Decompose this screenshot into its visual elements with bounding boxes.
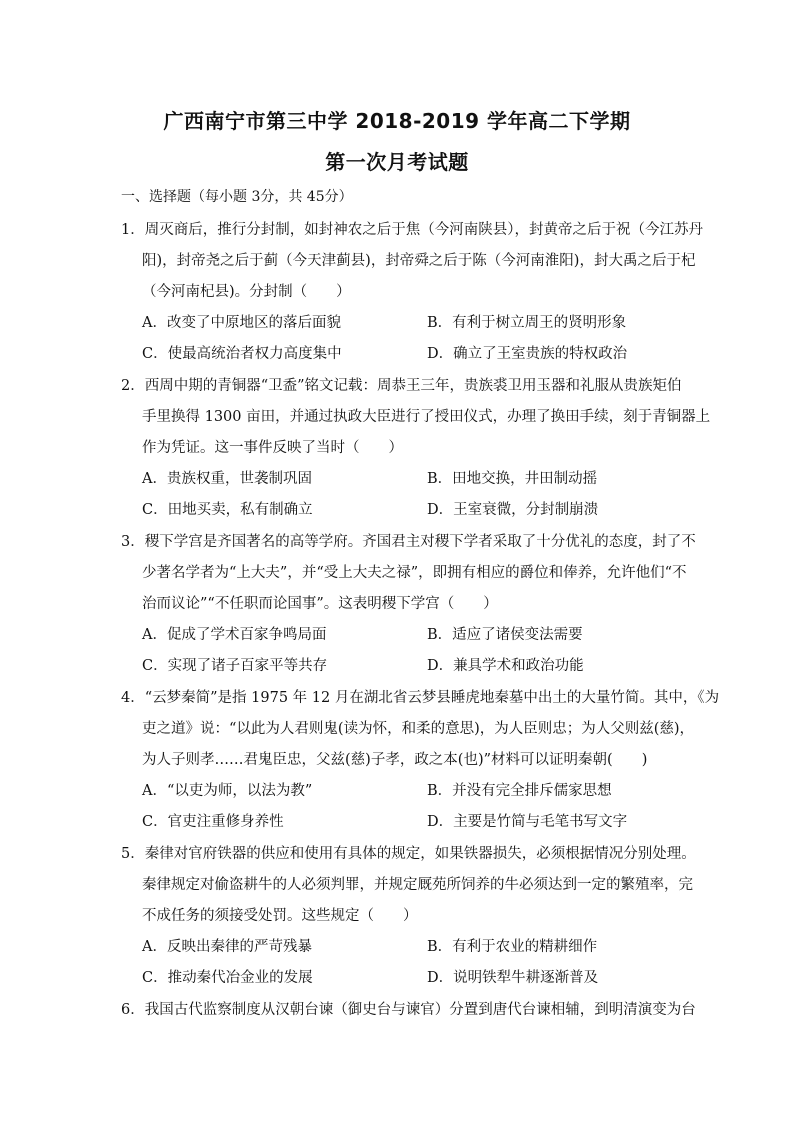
option-row <box>121 776 691 807</box>
option-a: A．改变了中原地区的落后面貌 <box>142 315 341 331</box>
question-text-line: 不成任务的须接受处罚。这些规定（ ） <box>142 908 418 924</box>
question-text-line: 阳)，封帝尧之后于蓟（今天津蓟县)，封帝舜之后于陈（今河南淮阳)，封大禹之后于杞 <box>142 253 696 269</box>
question-5 <box>121 839 696 994</box>
option-row <box>121 495 691 526</box>
option-d: D．王室衰微，分封制崩溃 <box>427 502 599 518</box>
question-text-line: （今河南杞县)。分封制（ ） <box>142 284 351 300</box>
option-row <box>121 308 691 339</box>
option-row <box>121 339 691 370</box>
option-a: A．反映出秦律的严苛残暴 <box>142 939 312 955</box>
question-1 <box>121 215 703 370</box>
option-c: C．推动秦代冶金业的发展 <box>142 970 313 986</box>
question-text-line: 为人子则孝……君鬼臣忠，父兹(慈)子孝，政之本(也)”材料可以证明秦朝( ) <box>142 752 648 768</box>
question-text-line: 4．“云梦秦简”是指 1975 年 12 月在湖北省云梦县睡虎地秦墓中出土的大量竹简。其中，《为 <box>121 690 720 706</box>
question-4 <box>121 683 720 838</box>
question-3 <box>121 527 696 682</box>
option-row <box>121 807 691 838</box>
option-b: B．田地交换，井田制动摇 <box>427 471 598 487</box>
question-text-line: 作为凭证。这一事件反映了当时（ ） <box>142 440 403 456</box>
question-text-line: 秦律规定对偷盗耕牛的人必须判罪，并规定厩苑所饲养的牛必须达到一定的繁殖率，完 <box>142 877 693 893</box>
option-row <box>121 464 691 495</box>
option-row <box>121 620 691 651</box>
option-c: C．实现了诸子百家平等共存 <box>142 658 328 674</box>
option-row <box>121 651 691 682</box>
question-text-line: 2．西周中期的青铜器“卫盉”铭文记载：周恭王三年，贵族裘卫用玉器和礼服从贵族矩伯 <box>121 378 682 394</box>
page-subtitle: 第一次月考试题 <box>325 150 469 174</box>
option-c: C．官吏注重修身养性 <box>142 814 284 830</box>
page-title: 广西南宁市第三中学 2018-2019 学年高二下学期 <box>163 109 631 133</box>
option-d: D．确立了王室贵族的特权政治 <box>427 346 628 362</box>
question-text-line: 1．周灭商后，推行分封制，如封神农之后于焦（今河南陕县），封黄帝之后于祝（今江苏丹 <box>121 222 703 238</box>
option-d: D．兼具学术和政治功能 <box>427 658 584 674</box>
question-text-line: 手里换得 1300 亩田，并通过执政大臣进行了授田仪式，办理了换田手续，刻于青铜器上 <box>142 409 711 425</box>
option-c: C．田地买卖，私有制确立 <box>142 502 313 518</box>
question-text-line: 5．秦律对官府铁器的供应和使用有具体的规定，如果铁器损失，必须根据情况分别处理。 <box>121 846 696 862</box>
question-6 <box>121 995 696 1026</box>
option-b: B．有利于树立周王的贤明形象 <box>427 315 627 331</box>
option-a: A．促成了学术百家争鸣局面 <box>142 627 327 643</box>
option-row <box>121 963 691 994</box>
option-a: A．贵族权重，世袭制巩固 <box>142 471 312 487</box>
option-c: C．使最高统治者权力高度集中 <box>142 346 342 362</box>
question-text-line: 治而议论”“不任职而论国事”。这表明稷下学宫（ ） <box>142 596 498 612</box>
question-text-line: 吏之道》说：“以此为人君则鬼(读为怀，和柔的意思)，为人臣则忠；为人父则兹(慈)， <box>142 721 695 737</box>
option-row <box>121 932 691 963</box>
option-b: B．有利于农业的精耕细作 <box>427 939 598 955</box>
question-text-line: 少著名学者为“上大夫”，并“受上大夫之禄”，即拥有相应的爵位和俸养，允许他们“不 <box>142 565 687 581</box>
option-d: D．主要是竹简与毛笔书写文字 <box>427 814 628 830</box>
option-b: B．适应了诸侯变法需要 <box>427 627 583 643</box>
question-text-line: 3．稷下学宫是齐国著名的高等学府。齐国君主对稷下学者采取了十分优礼的态度，封了不 <box>121 534 696 550</box>
option-d: D．说明铁犁牛耕逐渐普及 <box>427 970 599 986</box>
option-b: B．并没有完全排斥儒家思想 <box>427 783 612 799</box>
option-a: A．“以吏为师，以法为教” <box>142 783 313 799</box>
question-text-line: 6．我国古代监察制度从汉朝台谏（御史台与谏官）分置到唐代台谏相辅，到明清演变为台 <box>121 1002 696 1018</box>
section-heading: 一、选择题（每小题 3分，共 45分） <box>121 189 353 205</box>
question-2 <box>121 371 711 526</box>
